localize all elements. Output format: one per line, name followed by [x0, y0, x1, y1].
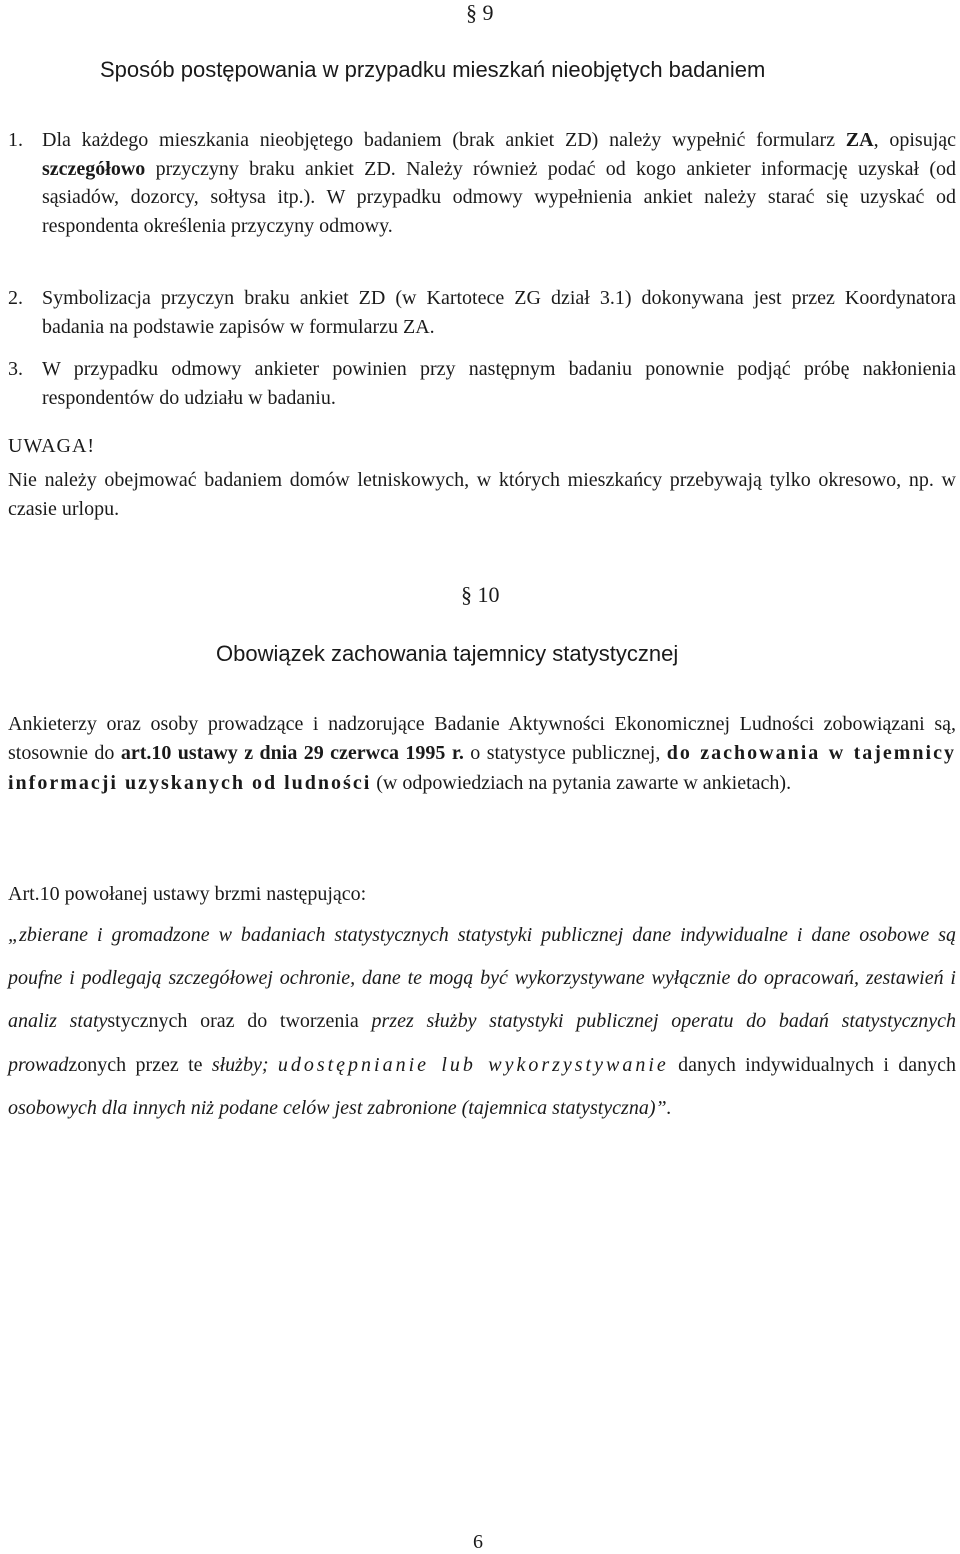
- list-item-text-part: , opisując: [873, 129, 957, 151]
- list-item-number: 3.: [8, 358, 23, 380]
- paragraph-text-part: o statystyce publicznej,: [463, 742, 667, 765]
- quote-text-part: dane osobowe są poufne i podlegają szczegółowej ochronie, dane te mogą być wykorzystywane wyłącznie do opracowań, zestawień i analiz staty: [8, 924, 956, 1033]
- quote-text-part: danych indywidualnych i danych: [668, 1053, 956, 1076]
- quote-text-part: stycznych oraz do tworzenia: [107, 1010, 372, 1033]
- section-9-heading: Sposób postępowania w przypadku mieszkań nieobjętych badaniem: [100, 57, 766, 82]
- warning-label: UWAGA!: [8, 435, 96, 457]
- form-name-bold: ZA: [845, 129, 874, 151]
- quote-text-part: „zbierane i gromadzone w badaniach statystycznych statystyki publicznej dane indywidualne i: [8, 924, 812, 946]
- quote-text-part: osobowych dla innych niż podane celów jest zabronione (tajemnica statystyczna)”.: [8, 1096, 672, 1119]
- list-item-number: 1.: [8, 129, 23, 151]
- quote-spaced-italic: udostępnianie lub wykorzystywanie: [277, 1053, 669, 1076]
- section-10-heading: Obowiązek zachowania tajemnicy statystycznej: [216, 641, 679, 666]
- list-item-text-part: przyczyny braku ankiet ZD. Należy również podać od kogo ankieter informację uzyskał (od sąsiadów, dozorcy, sołtysa itp.). W przypadku odmowy wypełnienia ankiet należy starać się uzyskać od respondenta określenia przyczyny odmowy.: [42, 157, 956, 237]
- section-10-number: § 10: [461, 582, 500, 607]
- warning-text: Nie należy obejmować badaniem domów letniskowych, w których mieszkańcy przebywają tylko okresowo, np. w czasie urlopu.: [8, 469, 956, 520]
- section-9-number: § 9: [466, 0, 494, 25]
- paragraph-text-part: (w odpowiedziach na pytania zawarte w ankietach).: [371, 771, 792, 794]
- list-item-number: 2.: [8, 287, 23, 309]
- obligation-spaced-bold: do zachowania w tajemnicy informacji uzyskanych od ludności: [8, 742, 956, 794]
- list-item-text: Symbolizacja przyczyn braku ankiet ZD (w Kartotece ZG dział 3.1) dokonywana jest przez Koordynatora badania na podstawie zapisów w formularzu ZA.: [42, 287, 956, 338]
- article-quote: [8, 914, 956, 1130]
- list-item-2: [8, 284, 956, 341]
- list-item-text: W przypadku odmowy ankieter powinien przy następnym badaniu ponownie podjąć próbę nakłonienia respondentów do udziału w badaniu.: [42, 358, 956, 409]
- list-item-text: [42, 126, 956, 240]
- list-item-3: [8, 355, 956, 412]
- paragraph-text-part: Ankieterzy oraz osoby prowadzące i nadzorujące Badanie Aktywności Ekonomicznej Ludności zobowiązani są, stosownie do: [8, 713, 956, 765]
- list-item-text-part: Dla każdego mieszkania nieobjętego badaniem (brak ankiet ZD) należy wypełnić formularz: [42, 129, 846, 151]
- emphasis-bold: szczegółowo: [42, 157, 146, 180]
- confidentiality-paragraph: [8, 710, 956, 798]
- list-item-1: [8, 126, 956, 240]
- page-number: 6: [473, 1531, 483, 1553]
- law-reference-bold: art.10 ustawy z dnia 29 czerwca 1995 r.: [120, 742, 464, 765]
- quote-text-part: zonych przez te: [68, 1053, 212, 1076]
- quote-text-part: służby;: [211, 1053, 278, 1076]
- quote-text-part: przez służby statystyki publicznej operatu do badań statystycznych prowad: [8, 1010, 957, 1076]
- article-intro: Art.10 powołanej ustawy brzmi następująco:: [8, 883, 367, 905]
